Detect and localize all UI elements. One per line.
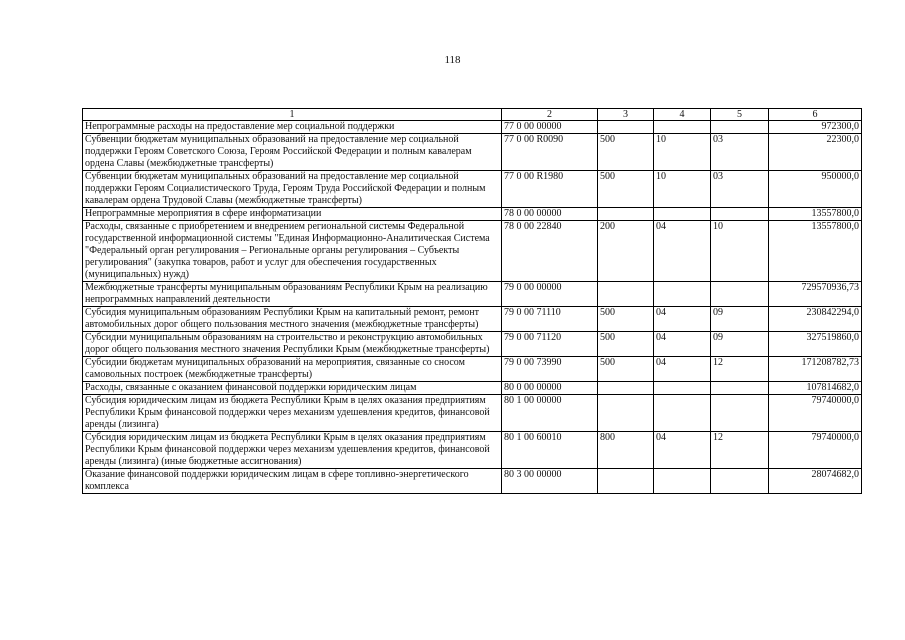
row-code: 79 0 00 00000 — [502, 282, 598, 307]
row-expense-type: 500 — [598, 332, 654, 357]
header-col-3: 3 — [598, 109, 654, 121]
row-section: 10 — [654, 134, 711, 171]
header-col-5: 5 — [711, 109, 769, 121]
row-expense-type: 500 — [598, 307, 654, 332]
row-subsection — [711, 382, 769, 395]
row-expense-type — [598, 395, 654, 432]
row-expense-type: 500 — [598, 134, 654, 171]
row-amount: 28074682,0 — [769, 469, 862, 494]
row-subsection — [711, 469, 769, 494]
row-name: Субвенции бюджетам муниципальных образований на предоставление мер социальной поддержки Героям Социалистического Труда, Героям Труда Российской Федерации и полным кавалерам ордена Трудовой Славы (межбюджетные трансферты) — [83, 171, 502, 208]
row-code: 80 0 00 00000 — [502, 382, 598, 395]
table-header-row — [83, 109, 862, 121]
row-code: 79 0 00 73990 — [502, 357, 598, 382]
row-code: 78 0 00 00000 — [502, 208, 598, 221]
row-name: Оказание финансовой поддержки юридическим лицам в сфере топливно-энергетического комплекса — [83, 469, 502, 494]
row-code: 80 3 00 00000 — [502, 469, 598, 494]
row-code: 78 0 00 22840 — [502, 221, 598, 282]
row-subsection: 09 — [711, 332, 769, 357]
budget-table — [82, 108, 862, 494]
row-name: Субсидия юридическим лицам из бюджета Республики Крым в целях оказания предприятиям Республики Крым финансовой поддержки через механизм удешевления кредитов, финансовой аренды (лизинга) (иные бюджетные ассигнования) — [83, 432, 502, 469]
table-row — [83, 307, 862, 332]
row-expense-type: 500 — [598, 357, 654, 382]
table-row — [83, 357, 862, 382]
row-expense-type: 500 — [598, 171, 654, 208]
row-amount: 972300,0 — [769, 121, 862, 134]
row-subsection: 10 — [711, 221, 769, 282]
row-code: 77 0 00 R0090 — [502, 134, 598, 171]
header-col-6: 6 — [769, 109, 862, 121]
row-section: 10 — [654, 171, 711, 208]
page-number: 118 — [444, 54, 461, 66]
table-row — [83, 469, 862, 494]
row-section — [654, 121, 711, 134]
row-code: 79 0 00 71120 — [502, 332, 598, 357]
row-section — [654, 469, 711, 494]
row-amount: 79740000,0 — [769, 432, 862, 469]
row-section: 04 — [654, 357, 711, 382]
row-code: 77 0 00 00000 — [502, 121, 598, 134]
row-subsection: 03 — [711, 171, 769, 208]
row-code: 80 1 00 60010 — [502, 432, 598, 469]
table-row — [83, 332, 862, 357]
row-subsection: 12 — [711, 432, 769, 469]
row-expense-type — [598, 208, 654, 221]
row-name: Субсидия муниципальным образованиям Республики Крым на капитальный ремонт, ремонт автомобильных дорог общего пользования местного значения (межбюджетные трансферты) — [83, 307, 502, 332]
row-amount: 79740000,0 — [769, 395, 862, 432]
row-name: Субвенции бюджетам муниципальных образований на предоставление мер социальной поддержки Героям Советского Союза, Героям Российской Федерации и полным кавалерам ордена Славы (межбюджетные трансферты) — [83, 134, 502, 171]
row-section: 04 — [654, 432, 711, 469]
row-expense-type — [598, 121, 654, 134]
row-amount: 22300,0 — [769, 134, 862, 171]
row-subsection — [711, 121, 769, 134]
row-expense-type — [598, 282, 654, 307]
row-section — [654, 282, 711, 307]
row-section: 04 — [654, 332, 711, 357]
table-row — [83, 395, 862, 432]
row-name: Расходы, связанные с оказанием финансовой поддержки юридическим лицам — [83, 382, 502, 395]
row-subsection — [711, 395, 769, 432]
row-name: Непрограммные мероприятия в сфере информатизации — [83, 208, 502, 221]
row-code: 79 0 00 71110 — [502, 307, 598, 332]
table-row — [83, 382, 862, 395]
row-name: Субсидии муниципальным образованиям на строительство и реконструкцию автомобильных дорог общего пользования местного значения Республики Крым (межбюджетные трансферты) — [83, 332, 502, 357]
row-subsection — [711, 208, 769, 221]
row-section: 04 — [654, 221, 711, 282]
row-subsection: 12 — [711, 357, 769, 382]
row-subsection: 09 — [711, 307, 769, 332]
row-section — [654, 395, 711, 432]
row-code: 77 0 00 R1980 — [502, 171, 598, 208]
row-subsection — [711, 282, 769, 307]
row-subsection: 03 — [711, 134, 769, 171]
row-name: Межбюджетные трансферты муниципальным образованиям Республики Крым на реализацию непрограммных направлений деятельности — [83, 282, 502, 307]
table-row — [83, 282, 862, 307]
row-amount: 950000,0 — [769, 171, 862, 208]
row-name: Непрограммные расходы на предоставление мер социальной поддержки — [83, 121, 502, 134]
row-expense-type: 800 — [598, 432, 654, 469]
header-col-2: 2 — [502, 109, 598, 121]
header-col-1: 1 — [83, 109, 502, 121]
row-amount: 13557800,0 — [769, 221, 862, 282]
row-expense-type — [598, 382, 654, 395]
row-section — [654, 382, 711, 395]
row-amount: 107814682,0 — [769, 382, 862, 395]
table-row — [83, 208, 862, 221]
table-row — [83, 121, 862, 134]
table-row — [83, 134, 862, 171]
row-name: Расходы, связанные с приобретением и внедрением региональной системы Федеральной государственной информационной системы "Единая Информационно-Аналитическая Система "Федеральный орган регулирования – Региональные органы регулирования – Субъекты регулирования" (закупка товаров, работ и услуг для обеспечения государственных (муниципальных) нужд) — [83, 221, 502, 282]
row-amount: 171208782,73 — [769, 357, 862, 382]
row-code: 80 1 00 00000 — [502, 395, 598, 432]
table-row — [83, 432, 862, 469]
row-amount: 729570936,73 — [769, 282, 862, 307]
row-expense-type: 200 — [598, 221, 654, 282]
table-row — [83, 221, 862, 282]
row-name: Субсидии бюджетам муниципальных образований на мероприятия, связанные со сносом самовольных построек (межбюджетные трансферты) — [83, 357, 502, 382]
row-section: 04 — [654, 307, 711, 332]
row-amount: 327519860,0 — [769, 332, 862, 357]
row-expense-type — [598, 469, 654, 494]
row-section — [654, 208, 711, 221]
table-row — [83, 171, 862, 208]
row-amount: 13557800,0 — [769, 208, 862, 221]
row-name: Субсидия юридическим лицам из бюджета Республики Крым в целях оказания предприятиям Республики Крым финансовой поддержки через механизм удешевления кредитов, финансовой аренды (лизинга) — [83, 395, 502, 432]
header-col-4: 4 — [654, 109, 711, 121]
row-amount: 230842294,0 — [769, 307, 862, 332]
